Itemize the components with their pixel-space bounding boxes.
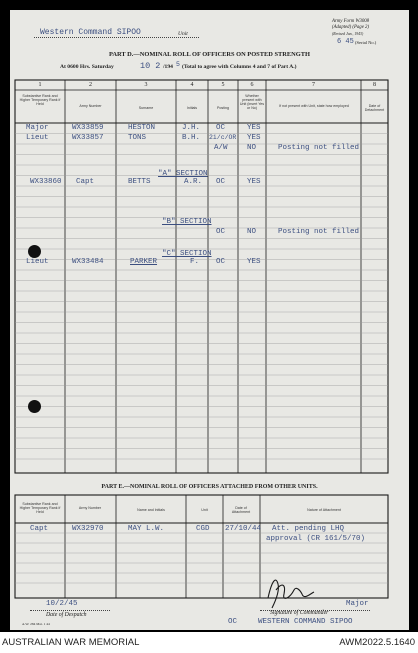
row-4-employ: Posting not filled (278, 228, 360, 236)
col-number-2: 2 (89, 82, 92, 88)
row-1-initials: B.H. (182, 134, 201, 142)
row-1-present: YES (247, 134, 261, 142)
col-header-rank: Substantive Rank and Higher Temporary Rank if Held (19, 94, 61, 106)
year-value: 5 (176, 61, 180, 68)
row-0-present: YES (247, 124, 261, 132)
part-e-number: WX32970 (72, 525, 104, 533)
col-header-army-number: Army Number (79, 104, 102, 108)
part-e-header-unit: Unit (201, 508, 208, 512)
row-3-rank: Capt (76, 178, 95, 186)
unit-value: Western Command SIPOO (40, 28, 141, 37)
row-2-posting: A/W (214, 144, 228, 152)
part-e-header-name: Name and Initials (137, 508, 165, 512)
row-2-present: NO (247, 144, 257, 152)
row-2-employ: Posting not filled (278, 144, 360, 152)
serial-value: 6 45 (337, 38, 354, 46)
signoff-command: WESTERN COMMAND SIPOO (258, 618, 353, 626)
col-number-5: 5 (221, 82, 225, 88)
signoff-oc: OC (228, 618, 238, 626)
section-a-heading: "A" SECTION (158, 170, 208, 178)
signature-scrawl (268, 580, 314, 608)
col-header-employ: If not present with Unit, state how employed (279, 104, 349, 108)
row-0-number: WX33859 (72, 124, 104, 132)
despatch-label: Date of Despatch (46, 612, 87, 618)
roll-date: 10 2 (140, 61, 161, 71)
col-header-present: Whether present with Unit (insert Yes or No) (239, 94, 265, 110)
at-prefix: At 0600 Hrs. Saturday (60, 64, 114, 70)
part-e-header-date: Date of Attachment (231, 506, 251, 514)
part-e-header-army-number: Army Number (78, 506, 102, 510)
col-header-detachment: Date of Detachment (364, 104, 385, 112)
part-e-nature-2: approval (CR 161/5/70) (266, 535, 366, 543)
row-5-rank: Lieut (26, 258, 49, 266)
row-0-rank: Major (26, 124, 49, 132)
part-e-name: MAY L.W. (128, 525, 165, 533)
despatch-dotted-line (30, 610, 110, 611)
row-5-number: WX33484 (72, 258, 104, 266)
row-3-present: YES (247, 178, 261, 186)
row-5-present: YES (247, 258, 261, 266)
col-header-surname: Surname (138, 106, 154, 110)
col-number-6: 6 (250, 82, 254, 88)
print-code: A.W. 284 Mar. 1 44 (22, 622, 50, 626)
punch-hole (28, 400, 41, 413)
col-number-7: 7 (312, 82, 315, 88)
row-4-posting: OC (216, 228, 226, 236)
row-0-surname: HESTON (128, 124, 156, 132)
section-c-heading: "C" SECTION (162, 250, 212, 258)
serial-label: (Serial No.) (355, 40, 377, 45)
row-0-posting: OC (216, 124, 226, 132)
row-0-initials: J.H. (182, 124, 201, 132)
archive-footer (0, 632, 418, 653)
part-e-nature-1: Att. pending LHQ (272, 525, 345, 533)
row-3-initials: A.R. (184, 178, 203, 186)
row-5-posting: OC (216, 258, 226, 266)
part-e-unit: CGD (196, 525, 210, 533)
col-number-8: 8 (373, 82, 376, 88)
col-number-3: 3 (144, 82, 148, 88)
row-5-surname: PARKER (130, 258, 158, 266)
row-1-number: WX33857 (72, 134, 104, 142)
row-3-surname: BETTS (128, 178, 151, 186)
signature-label: Signature of Commander (270, 610, 329, 616)
form-page (10, 10, 409, 630)
footer-accession: AWM2022.5.1640 (339, 637, 415, 648)
part-e-rank: Capt (30, 525, 49, 533)
row-4-present: NO (247, 228, 257, 236)
row-1-rank: Lieut (26, 134, 49, 142)
punch-hole (28, 245, 41, 258)
col-number-4: 4 (190, 82, 194, 88)
part-e-header-nature: Nature of Attachment (307, 508, 341, 512)
section-b-heading: "B" SECTION (162, 218, 212, 226)
col-header-initials: Initials (186, 106, 198, 110)
row-1-surname: TONS (128, 134, 147, 142)
footer-institution: AUSTRALIAN WAR MEMORIAL (2, 637, 140, 648)
row-5-initials: F. (190, 258, 200, 266)
row-1-posting: 2i/c/OR (209, 134, 237, 141)
form-id: Army Form W3008 (Adapted) (Page 2) (Revised Jan., 1943) (332, 19, 370, 36)
part-e-title: PART E.—NOMINAL ROLL OF OFFICERS ATTACHED FROM OTHER UNITS. (101, 484, 318, 490)
part-e-date: 27/10/44 (225, 525, 262, 533)
col-number-1: 1 (38, 82, 42, 88)
signoff-rank: Major (346, 600, 369, 608)
part-e-header-rank: Substantive Rank and Higher Temporary Rank if Held (19, 502, 61, 514)
unit-label: Unit (178, 31, 188, 37)
row-3-number: WX33860 (30, 178, 62, 186)
col-header-posting: Posting (217, 106, 229, 110)
agree-note: (Total to agree with Columns 4 and 7 of Part A.) (182, 64, 297, 70)
row-3-posting: OC (216, 178, 226, 186)
year-prefix: /194 (163, 64, 173, 70)
part-d-title: PART D.—NOMINAL ROLL OF OFFICERS ON POSTED STRENGTH (109, 51, 310, 58)
despatch-date: 10/2/45 (46, 600, 78, 608)
